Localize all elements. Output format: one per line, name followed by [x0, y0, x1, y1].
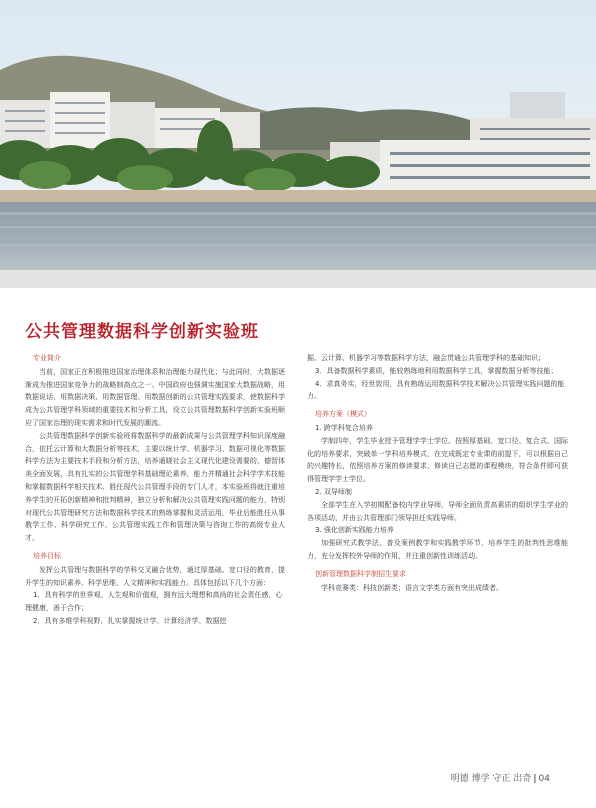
goal-item-3: 3．具备数据科学素质，能较熟练地利用数据科学工具，掌握数据分析等技能；: [315, 366, 558, 375]
page-title: 公共管理数据科学创新实验班: [25, 322, 259, 342]
plan-text-3: 加强研究式教学法，普及案例教学和实践教学环节，培养学生的批判性思维能力，充分发挥校外导师的作用，并注重创新性训练活动。: [307, 539, 568, 560]
campus-photo: [0, 0, 596, 288]
plan-text-1: 学制四年，学生毕业授予管理学学士学位。按照厚基础、宽口径、复合式、国际化的培养要求，突破单一学科培养模式，在完成既定专业课的前提下，可以根据自己的兴趣特长，依照培养方案的修读要求，修读自己志愿的课程模块，符合条件即可获得管理学学士学位。: [307, 436, 568, 484]
intro-paragraph-1: 当前，国家正在积极推进国家治理体系和治理能力现代化；与此同时，大数据逐渐成为推进国家竞争力的战略制高点之一。中国政府也强调实施国家大数据战略，用数据说话、用数据决策、用数据管理、用数据创新的公共管理实践要求，使数据科学成为公共管理学科领域的重要技术和分析工具，设立公共管理数据科学创新实验班顺应了国家治理的现实需求和时代发展的潮流。: [25, 367, 285, 427]
intro-paragraph-2: 公共管理数据科学创新实验班将数据科学的最新成果与公共管理学科知识深度融合，依托云计算和大数据分析等技术，主要以统计学、机器学习、数据可视化等数据科学方法为主要技术手段和分析方法，培养通晓社会主义现代化建设需要的、德智体美全面发展，具有扎实的公共管理学科基础理论素养，能力并精通社会科学学术技能和掌握数据科学相关技术、胜任现代公共管理手段的专门人才，本实验班将就注重培养学生的开拓创新精神和批判精神，独立分析和解决公共管理实践问题的能力，特别对现代公共管理研究方法和数据科学技术的熟练掌握和灵活运用，毕业后能胜任从事教学工作、科学研究工作、公共管理实践工作和管理决策与咨询工作的高级专业人才。: [25, 431, 285, 543]
goal-item-2: 2．具有多维学科视野，扎实掌握统计学、计算经济学、数据挖: [33, 616, 227, 625]
footer-motto: 明德 博学 守正 出奇: [450, 774, 532, 784]
plan-subhead-1: 1. 跨学科复合培养: [315, 423, 373, 432]
page-number: 04: [538, 774, 550, 784]
section-heading-intro: 专业简介: [33, 354, 61, 362]
footer-divider: |: [533, 774, 537, 784]
section-heading-admission: 创新管理数据科学制招生要求: [315, 569, 406, 578]
admission-text: 学科竞赛类：科技创新类；语言文学类方面有突出成绩者。: [321, 583, 503, 592]
goal-item-1: 1．具有科学的世界观、人生观和价值观，拥有远大理想和高尚的社会责任感，心理健康，善于合作；: [25, 591, 283, 613]
section-heading-goal: 培养目标: [33, 551, 61, 560]
plan-text-2: 全部学生在入学初期配备校内学业导师，导师全面负责高素质的组织学生学业的各项活动，并由公共管理部门领导担任实践导师。: [307, 500, 568, 522]
goal-continued: 掘、云计算、机器学习等数据科学方法，融会贯通公共管理学科的基础知识；: [307, 354, 545, 362]
goal-paragraph: 发挥公共管理与数据科学的学科交叉融合优势，通过厚基础、宽口径的教育，提升学生的知识素养、科学思维、人文精神和实践能力。具体包括以下几个方面：: [25, 565, 285, 587]
plan-subhead-2: 2. 双导师制: [315, 487, 352, 496]
left-column: [25, 352, 285, 628]
goal-item-4: 4．求真务实，经世致用，具有熟练运用数据科学技术解决公共管理实践问题的能力。: [307, 379, 565, 401]
page-footer: [451, 771, 550, 784]
right-column: [307, 352, 568, 594]
section-heading-plan: 培养方案（模式）: [315, 410, 371, 419]
plan-subhead-3: 3. 强化创新实践能力培养: [315, 526, 394, 535]
